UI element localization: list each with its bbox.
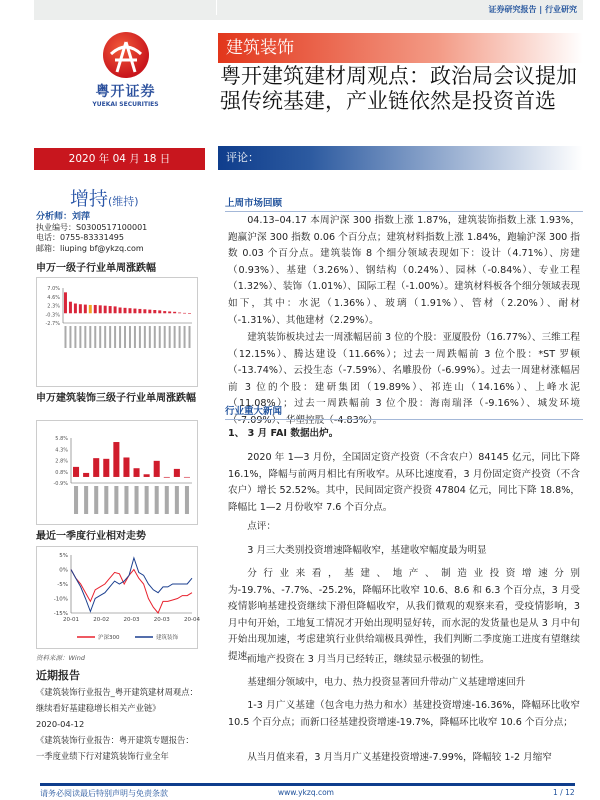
category-label-mark xyxy=(169,326,171,348)
category-label-mark xyxy=(84,326,86,348)
x-tick-label: 20-02 xyxy=(93,617,110,623)
bar xyxy=(164,477,170,478)
category-label-mark xyxy=(94,486,98,514)
bar xyxy=(89,305,92,313)
x-tick-label: 20-01 xyxy=(63,617,79,623)
category-label-mark xyxy=(185,486,189,514)
category-label-mark xyxy=(79,326,81,348)
bar xyxy=(153,310,156,313)
section-industry-news: 行业重大新闻 xyxy=(225,403,583,420)
recent-report-link[interactable]: 《建筑装饰行业报告：粤开建筑专题报告：一季度业绩下行对建筑装饰行业全年 xyxy=(36,735,194,761)
sector-banner xyxy=(218,33,583,63)
paragraph: 从当月值来看，3 月当月广义基建投资增速-7.99%，降幅较 1-2 月缩窄 xyxy=(247,752,552,763)
bar xyxy=(163,311,166,313)
bar xyxy=(74,304,77,314)
category-label-mark xyxy=(184,326,186,348)
top-bar xyxy=(34,0,583,20)
y-tick-label: -0.3% xyxy=(45,312,60,319)
category-label-mark xyxy=(99,326,101,348)
disclaimer-link[interactable]: 请务必阅读最后特别声明与免责条款 xyxy=(40,789,168,798)
bar xyxy=(134,468,140,477)
paragraph: 1-3 月广义基建（包含电力热力和水）基建投资增速-16.36%，降幅环比收窄 10.5 个百分点；而新口径基建投资增速-19.7%，降幅环比收窄 10.6 个百分点； xyxy=(228,700,580,728)
chart-source: 资料来源：Wind xyxy=(36,654,85,662)
y-tick-label: 4.3% xyxy=(55,447,68,454)
legend-label: 沪深300 xyxy=(98,635,120,641)
paragraph: 而地产投资在 3 月当月已经转正，继续显示极强的韧性。 xyxy=(247,654,490,665)
analyst-info xyxy=(36,212,147,254)
bar xyxy=(154,461,160,477)
category-label-mark xyxy=(139,326,141,348)
bar xyxy=(113,442,119,477)
bar xyxy=(188,313,191,314)
y-tick-label: 4.6% xyxy=(47,294,60,301)
y-tick-label: 2.8% xyxy=(55,458,68,465)
y-tick-label: -2.7% xyxy=(45,321,60,327)
chart2 xyxy=(36,420,198,525)
page-number: 1 / 12 xyxy=(553,788,575,797)
category-label-mark xyxy=(135,486,139,514)
comment-label: 评论： xyxy=(226,151,259,164)
bar xyxy=(128,308,131,313)
chart1 xyxy=(36,277,198,387)
category-label-mark xyxy=(175,486,179,514)
legend-label: 建筑装饰 xyxy=(156,635,179,641)
bar xyxy=(158,310,161,313)
paragraph: 2020 年 1—3 月份，全国固定资产投资（不含农户）84145 亿元，同比下降 16.1%，降幅与前两月相比有所收窄。从环比速度看，3 月份固定资产投资（不含农户）增长 52.52%。其中，民间固定资产投资 47804 亿元，同比下降 18.8%，降幅比 1—2 月份收窄 7.6 个百分点。 xyxy=(228,452,580,513)
bar xyxy=(138,309,141,313)
bar xyxy=(93,458,99,477)
news-heading: 1、 3 月 FAI 数据出炉。 xyxy=(228,428,339,439)
chart3-title: 最近一季度行业相对走势 xyxy=(36,531,146,542)
category-label-mark xyxy=(114,486,118,514)
bar xyxy=(103,459,109,477)
paragraph: 点评： xyxy=(247,521,276,532)
bar xyxy=(73,467,79,477)
comment-banner xyxy=(218,146,583,170)
subheading: 基建细分领域中，电力、热力投资显著回升带动广义基建增速回升 xyxy=(247,677,526,688)
category-label-mark xyxy=(104,326,106,348)
category-label-mark xyxy=(159,326,161,348)
bar xyxy=(173,312,176,313)
bar xyxy=(174,469,180,477)
chart3 xyxy=(36,546,198,649)
y-tick-label: -15% xyxy=(53,611,68,617)
paragraph: 分行业来看，基建、地产、制造业投资增速分别为-19.7%、-7.7%、-25.2%，降幅环比收窄 10.6、8.6 和 6.3 个百分点，3 月受疫情影响基建投资继续下滑但降幅收窄，从我们微观的观察来看，受疫情影响，3 月中旬开始，工地复工情况才开始出现明显好转，而水泥的发货量也是从 3 月中旬开始出现加速，考虑建筑行业供给端极具弹性，我们判断二季度施工进度有望继续提速。 xyxy=(228,568,580,662)
rating-main: 增持 xyxy=(70,188,109,210)
logo-emblem-icon xyxy=(103,32,149,78)
category-label-mark xyxy=(124,486,128,514)
recent-reports-heading: 近期报告 xyxy=(36,669,80,682)
subheading: 3 月三大类别投资增速降幅收窄，基建收窄幅度最为明显 xyxy=(247,545,487,556)
category-label-mark xyxy=(174,326,176,348)
category-label-mark xyxy=(119,326,121,348)
logo-en: YUEKAI SECURITIES xyxy=(92,101,159,108)
bar xyxy=(133,309,136,314)
bar xyxy=(79,304,82,313)
category-label-mark xyxy=(144,326,146,348)
bar xyxy=(99,305,102,313)
bar xyxy=(178,313,181,314)
bar xyxy=(143,309,146,313)
y-tick-label: -5% xyxy=(57,582,68,588)
category-label-mark xyxy=(89,326,91,348)
category-label-mark xyxy=(145,486,149,514)
category-label-mark xyxy=(74,326,76,348)
category-label-mark xyxy=(84,486,88,514)
y-tick-label: 2.3% xyxy=(47,303,60,310)
category-label-mark xyxy=(155,486,159,514)
bar xyxy=(119,307,122,313)
bar xyxy=(104,306,107,314)
bar xyxy=(64,292,67,313)
category-label-mark xyxy=(74,486,78,514)
rating xyxy=(70,184,139,211)
x-tick-label: 20-03 xyxy=(153,617,170,623)
category-label-mark xyxy=(154,326,156,348)
category-label-mark xyxy=(69,326,71,348)
category-label-mark xyxy=(124,326,126,348)
series-line xyxy=(71,558,192,612)
bar xyxy=(148,310,151,314)
section-market-review: 上周市场回顾 xyxy=(225,195,583,212)
footer-divider xyxy=(40,783,575,786)
y-tick-label: 5.8% xyxy=(55,436,68,442)
bar xyxy=(69,302,72,314)
y-tick-label: 7.0% xyxy=(47,286,60,292)
bar xyxy=(109,306,112,313)
paragraph: 04.13–04.17 本周沪深 300 指数上涨 1.87%，建筑装饰指数上涨 1.93%，跑赢沪深 300 指数 0.06 个百分点；建筑材料指数上涨 1.84%，跑输沪深 300 指数 0.03 个百分点。建筑装饰 8 个细分领域表现如下：设计（4.71%）、房建（0.93%）、基建（3.26%）、钢结构（0.24%）、园林（-0.84%）、专业工程（1.32%）、装饰（1.01%）、国际工程（-1.00%）。建筑材料板各个细分领域表现如下，其中：水泥（1.36%）、玻璃（1.91%）、管材（2.20%）、耐材（-1.31%）、其他建材（2.29%）。 xyxy=(228,215,580,326)
bar xyxy=(144,474,150,477)
y-tick-label: -0.9% xyxy=(53,481,68,487)
report-type: 证券研究报告 | 行业研究 xyxy=(488,5,577,14)
y-tick-label: 0% xyxy=(59,567,68,574)
logo-cn: 粤开证券 xyxy=(95,84,156,100)
report-title: 粤开建筑建材周观点：政治局会议提加强传统基建，产业链依然是投资首选 xyxy=(220,64,577,113)
report-date: 2020 年 04 月 18 日 xyxy=(34,148,205,170)
x-tick-label: 20-04 xyxy=(184,617,200,623)
category-label-mark xyxy=(129,326,131,348)
company-logo xyxy=(88,32,163,112)
category-label-mark xyxy=(149,326,151,348)
y-tick-label: -10% xyxy=(53,596,68,603)
analyst-name: 分析师：刘萍 xyxy=(36,212,91,222)
category-label-mark xyxy=(104,486,108,514)
bar xyxy=(124,308,127,313)
bar xyxy=(83,473,89,477)
category-label-mark xyxy=(189,326,191,348)
recent-report-link[interactable]: 《建筑装饰行业报告_粤开建筑建材周观点：继续看好基建稳增长相关产业链》 xyxy=(36,687,198,713)
chart1-title: 申万一级子行业单周涨跌幅 xyxy=(36,263,156,274)
bar xyxy=(114,306,117,313)
category-label-mark xyxy=(165,486,169,514)
y-tick-label: 0.8% xyxy=(55,469,68,476)
series-line xyxy=(71,570,192,614)
category-label-mark xyxy=(179,326,181,348)
category-label-mark xyxy=(114,326,116,348)
website-link[interactable]: www.ykzq.com xyxy=(278,788,334,797)
recent-reports xyxy=(36,684,198,764)
category-label-mark xyxy=(64,326,66,348)
bar xyxy=(183,313,186,314)
x-tick-label: 20-03 xyxy=(123,617,140,623)
recent-report-date: 2020-04-12 xyxy=(36,719,85,729)
bar xyxy=(123,457,129,476)
analyst-email: 邮箱：liuping bf@ykzq.com xyxy=(36,243,144,253)
bar xyxy=(184,477,190,478)
bar xyxy=(84,305,87,314)
sector-label: 建筑装饰 xyxy=(226,38,294,58)
rating-sub: (维持) xyxy=(108,195,139,208)
category-label-mark xyxy=(109,326,111,348)
bar xyxy=(94,305,97,313)
y-tick-label: 5% xyxy=(59,553,68,559)
chart2-title: 申万建筑装饰三级子行业单周涨跌幅 xyxy=(36,393,196,404)
paragraph: 建筑装饰板块过去一周涨幅居前 3 位的个股：亚厦股份（16.77%）、三维工程（12.15%）、腾达建设（11.66%）；过去一周跌幅前 3 位个股：*ST 罗顿（-13.74%）、云投生态（-7.59%）、名雕股份（-6.99%）。过去一周建材涨幅居前 3 位的个股：建研集团（19.89%）、祁连山（14.16%）、上峰水泥（11.08%）；过去一周跌幅前 3 位个股：海南瑞泽（-9.16%）、城发环境（-7.09%）、华塑控股（-4.83%）。 xyxy=(228,332,580,426)
bar xyxy=(168,311,171,313)
analyst-phone: 电话：0755-83331495 xyxy=(36,233,124,242)
analyst-license: 执业编号：S0300517100001 xyxy=(36,222,148,232)
category-label-mark xyxy=(94,326,96,348)
category-label-mark xyxy=(134,326,136,348)
category-label-mark xyxy=(164,326,166,348)
